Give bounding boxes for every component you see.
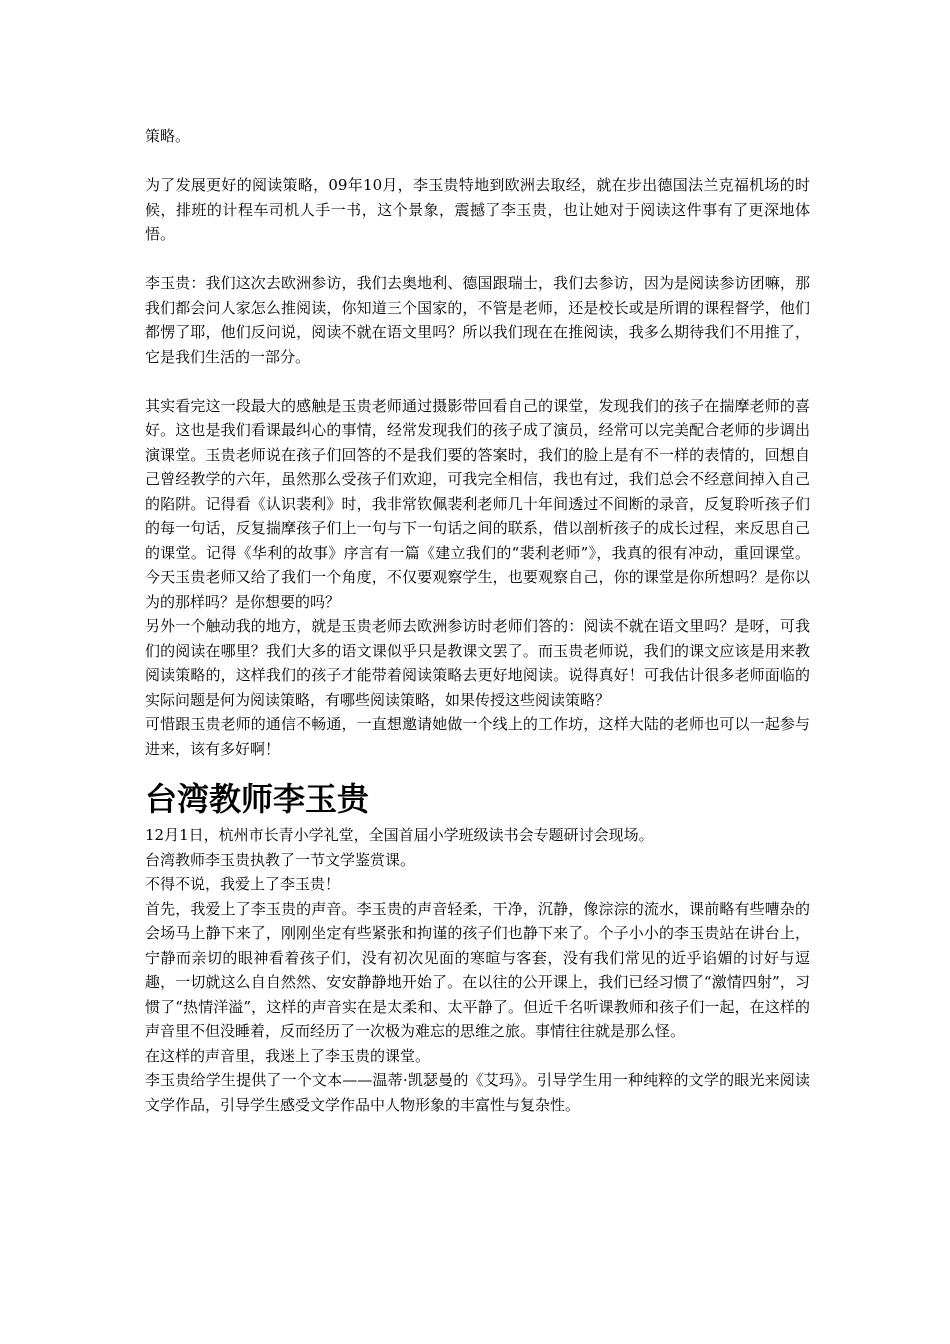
paragraph: 为了发展更好的阅读策略，09年10月，李玉贵特地到欧洲去取经，就在步出德国法兰克福机场的时候，排班的计程车司机人手一书，这个景象，震撼了李玉贵，也让她对于阅读这件事有了更深地体悟。 bbox=[145, 176, 810, 243]
document-page bbox=[145, 124, 810, 1117]
paragraph: 其实看完这一段最大的感触是玉贵老师通过摄影带回看自己的课堂，发现我们的孩子在揣摩老师的喜好。这也是我们看课最纠心的事情，经常发现我们的孩子成了演员，经常可以完美配合老师的步调出演课堂。玉贵老师说在孩子们回答的不是我们要的答案时，我们的脸上是有不一样的表情的，回想自己曾经教学的六年，虽然那么受孩子们欢迎，可我完全相信，我也有过，我们总会不经意间掉入自己的陷阱。记得看《认识裴利》时，我非常钦佩裴利老师几十年间透过不间断的录音，反复聆听孩子们的每一句话，反复揣摩孩子们上一句与下一句话之间的联系，借以剖析孩子的成长过程，来反思自己的课堂。记得《华利的故事》序言有一篇《建立我们的“裴利老师”》，我真的很有冲动，重回课堂。今天玉贵老师又给了我们一个角度，不仅要观察学生，也要观察自己，你的课堂是你所想吗？是你以为的那样吗？是你想要的吗？ bbox=[145, 396, 810, 611]
paragraph: 首先，我爱上了李玉贵的声音。李玉贵的声音轻柔，干净，沉静，像淙淙的流水，课前略有些嘈杂的会场马上静下来了，刚刚坐定有些紧张和拘谨的孩子们也静下来了。个子小小的李玉贵站在讲台上，宁静而亲切的眼神看着孩子们，没有初次见面的寒暄与客套，没有我们常见的近乎谄媚的讨好与逗趣，一切就这么自自然然、安安静静地开始了。在以往的公开课上，我们已经习惯了“激情四射”，习惯了“热情洋溢”，这样的声音实在是太柔和、太平静了。但近千名听课教师和孩子们一起，在这样的声音里不但没睡着，反而经历了一次极为难忘的思维之旅。事情往往就是那么怪。 bbox=[145, 899, 810, 1040]
paragraph-gap bbox=[145, 149, 810, 174]
paragraph: 另外一个触动我的地方，就是玉贵老师去欧洲参访时老师们答的：阅读不就在语文里吗？是呀，可我们的阅读在哪里？我们大多的语文课似乎只是教课文罢了。而玉贵老师说，我们的课文应该是用来教阅读策略的，这样我们的孩子才能带着阅读策略去更好地阅读。说得真好！可我估计很多老师面临的实际问题是何为阅读策略，有哪些阅读策略，如果传授这些阅读策略？ bbox=[145, 617, 810, 709]
paragraph-gap bbox=[145, 247, 810, 272]
paragraph: 可惜跟玉贵老师的通信不畅通，一直想邀请她做一个线上的工作坊，这样大陆的老师也可以一起参与进来，该有多好啊！ bbox=[145, 715, 810, 758]
paragraph: 不得不说，我爱上了李玉贵！ bbox=[145, 875, 341, 893]
paragraph-gap bbox=[145, 369, 810, 394]
article-heading: 台湾教师李玉贵 bbox=[145, 780, 370, 818]
paragraph: 台湾教师李玉贵执教了一节文学鉴赏课。 bbox=[145, 850, 416, 869]
paragraph: 在这样的声音里，我迷上了李玉贵的课堂。 bbox=[145, 1046, 431, 1065]
paragraph: 策略。 bbox=[145, 127, 191, 145]
paragraph: 12月1日，杭州市长青小学礼堂，全国首届小学班级读书会专题研讨会现场。 bbox=[145, 826, 654, 844]
paragraph: 李玉贵：我们这次去欧洲参访，我们去奥地利、德国跟瑞士，我们去参访，因为是阅读参访团嘛，那我们都会问人家怎么推阅读，你知道三个国家的，不管是老师，还是校长或是所谓的课程督学，他们都愣了耶，他们反问说，阅读不就在语文里吗？所以我们现在在推阅读，我多么期待我们不用推了，它是我们生活的一部分。 bbox=[145, 274, 810, 366]
paragraph: 李玉贵给学生提供了一个文本——温蒂·凯瑟曼的《艾玛》。引导学生用一种纯粹的文学的眼光来阅读文学作品，引导学生感受文学作品中人物形象的丰富性与复杂性。 bbox=[145, 1071, 810, 1114]
